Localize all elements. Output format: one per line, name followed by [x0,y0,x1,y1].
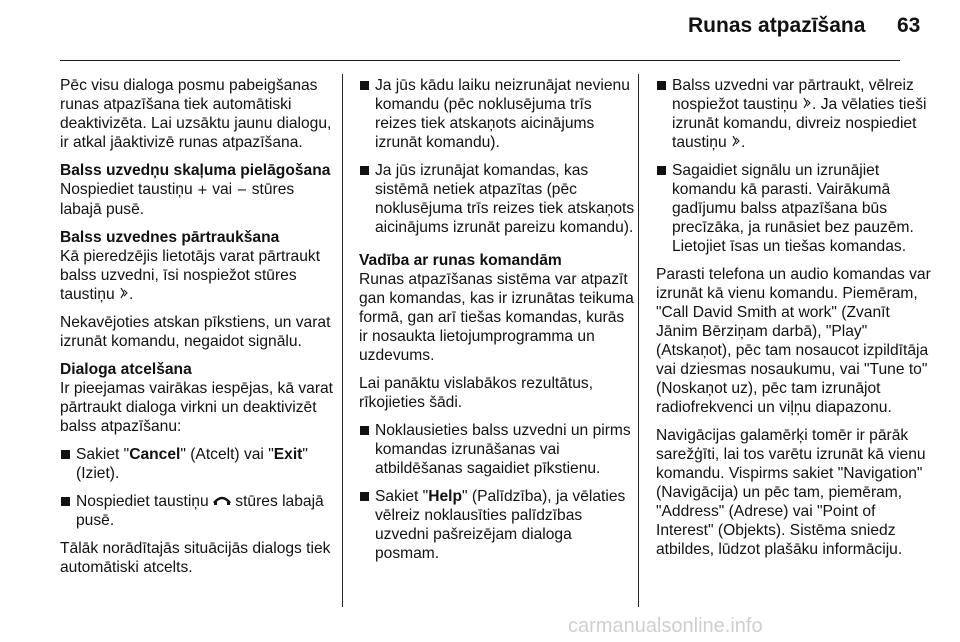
voice-button-icon [119,286,129,303]
voice-button-icon [802,96,812,113]
commands-paragraph: Parasti telefona un audio komandas var izrunāt kā vienu komandu. Piemēram, "Call David Smith at work" (Zvanīt Jānim Bērziņam darbā), "Play" (Atskaņot), pēc tam nosaucot izpildītāja vai dziesmas nosaukumu, vai "Tune to" (Noskaņot uz), pēc tam izrunājot radiofrekvenci un viļņu diapazonu. [656,266,931,416]
list-item: Balss uzvedni var pārtraukt, vēlreiz nospiežot taustiņu . Ja vēlaties tieši izrunāt komandu, divreiz nospiediet taustiņu . [656,76,932,152]
column-3 [656,76,932,568]
auto-cancel-paragraph: Tālāk norādītajās situācijās dialogs tiek automātiski atcelts. [60,540,331,576]
intro-paragraph: Pēc visu dialoga posmu pabeigšanas runas atpazīšana tiek automātiski deaktivizēta. Lai uzsāktu jaunu dialogu, ir atkal jāaktivizē runas atpazīšana. [60,77,332,151]
column-1 [60,76,336,586]
cancel-text: Ir pieejamas vairākas iespējas, kā varat pārtraukt dialoga virkni un deaktivizēt balss atpazīšanu: [60,380,334,435]
immediate-paragraph: Nekavējoties atskan pīkstiens, un varat izrunāt komandu, negaidot signālu. [60,314,331,350]
list-item: Sakiet "Cancel" (Atcelt) vai "Exit" (Iziet). [60,445,336,483]
list-item: Nospiediet taustiņu stūres labajā pusē. [60,492,336,530]
page-number: 63 [897,14,921,37]
minus-symbol: − [236,183,248,198]
column-2 [359,76,637,572]
column-divider-2 [638,74,639,607]
best-results-paragraph: Lai panāktu vislabākos rezultātus, rīkojieties šādi. [359,375,594,411]
plus-symbol: + [196,183,208,198]
volume-section: Balss uzvedņu skaļuma pielāgošana Nospiediet taustiņu + vai − stūres labajā pusē. [60,161,336,219]
list-item: Ja jūs izrunājat komandas, kas sistēmā netiek atpazītas (pēc noklusējuma trīs reizes tiek atskaņots aicinājums izrunāt pareizu komandu). [359,161,637,237]
control-section: Vadība ar runas komandām Runas atpazīšanas sistēma var atpazīt gan komandas, kas ir izrunātas teikuma formā, gan arī tiešas komandas, kurās ir nosaukta lietojumprogramma un uzdevums. [359,251,637,365]
voice-button-icon [731,134,741,151]
navigation-paragraph: Navigācijas galamērķi tomēr ir pārāk sarežģīti, lai tos varētu izrunāt kā vienu komandu. Vispirms sakiet "Navigation" (Navigācija) un pēc tam, piemēram, "Address" (Adrese) vai "Point of Interest" (Objekts). Sistēma sniedz atbildes, lūdzot plašāku informāciju. [656,427,926,558]
watermark: carmanualsonline.info [568,615,763,637]
list-item: Sagaidiet signālu un izrunājiet komandu kā parasti. Vairākumā gadījumu balss atpazīšana būs precīzāka, ja runāsiet bez pauzēm. Lietojiet īsas un tiešas komandas. [656,161,932,256]
interrupt-section: Balss uzvednes pārtraukšana Kā pieredzējis lietotājs varat pārtraukt balss uzvedni, īsi nospiežot stūres taustiņu . [60,228,336,304]
cancel-heading: Dialoga atcelšana [60,361,192,378]
column-divider-1 [342,74,343,607]
list-item: Sakiet "Help" (Palīdzība), ja vēlaties vēlreiz noklausīties palīdzības uzvedni pašreizējam dialoga posmam. [359,487,637,563]
header-divider [60,60,900,61]
control-heading: Vadība ar runas komandām [359,252,562,269]
volume-heading: Balss uzvedņu skaļuma pielāgošana [60,162,331,179]
phone-end-icon [213,493,231,510]
list-item: Noklausieties balss uzvedni un pirms komandas izrunāšanas vai atbildēšanas sagaidiet pīkstienu. [359,421,637,478]
interrupt-heading: Balss uzvednes pārtraukšana [60,229,280,246]
cancel-section [60,360,336,436]
list-item: Ja jūs kādu laiku neizrunājat nevienu komandu (pēc noklusējuma trīs reizes tiek atskaņots aicinājums izrunāt komandu). [359,76,637,152]
page-title: Runas atpazīšana [688,14,866,37]
